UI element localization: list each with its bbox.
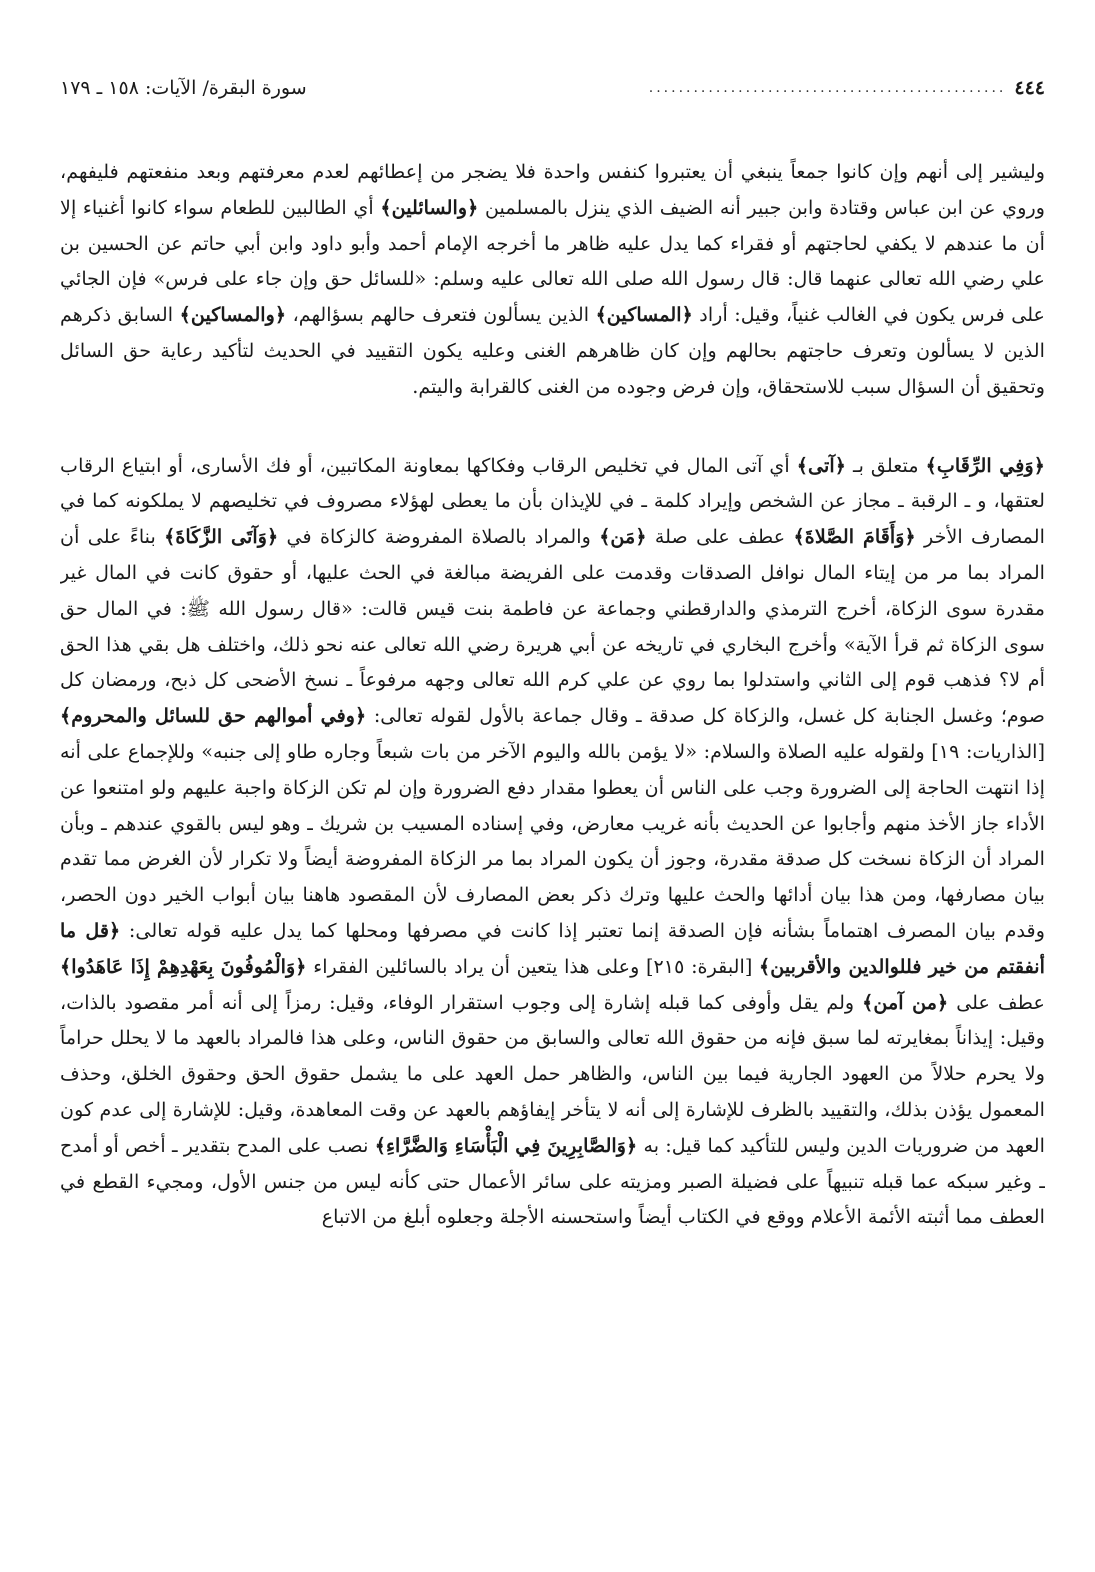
text-run: متعلق بـ xyxy=(852,453,919,477)
text-run: الذين يسألون فتعرف حالهم بسؤالهم، xyxy=(292,303,590,327)
quran-phrase: ﴿من آمن﴾ xyxy=(862,990,949,1014)
book-page xyxy=(60,68,1045,1548)
text-run: ولم يقل وأوفى كما قبله إشارة إلى وجوب استقرار الوفاء، وقيل: رمزاً إلى أنه أمر مقصود بالذات، وقيل: إيذاناً بمغايرته لما سبق فإنه من حقوق الله تعالى والسابق من حقوق الناس، وعلى هذا فالمراد بالعهد ما لا يحلل حراماً ولا يحرم حلالاً من العهود الجارية فيما بين الناس، والظاهر حمل العهد على ما يشمل حقوق الحق وحقوق الخلق، وحذف المعمول يؤذن بذلك، والتقييد بالظرف للإشارة إلى أنه لا يتأخر إيفاؤهم بالعهد عن وقت المعاهدة، وقيل: للإشارة إلى عدم كون العهد من ضروريات الدين وليس للتأكيد كما قيل: به xyxy=(60,990,1045,1157)
paragraph-1 xyxy=(60,154,1045,405)
quran-phrase: ﴿آتى﴾ xyxy=(796,453,846,477)
text-run: نصب على المدح بتقدير ـ أخص أو أمدح ـ وغير سبكه عما قبله تنبيهاً على فضيلة الصبر ومزيته على سائر الأعمال حتى كأنه ليس من جنس الأول، ومجيء القطع في العطف مما أثبته الأئمة الأعلام ووقع في الكتاب أيضاً واستحسنه الأجلة وجعلوه أبلغ من الاتباع xyxy=(60,1133,1045,1229)
quran-phrase: ﴿وَآتَى الزَّكَاةَ﴾ xyxy=(164,525,279,549)
quran-phrase: ﴿والسائلين﴾ xyxy=(380,195,479,219)
text-run: عطف على xyxy=(956,990,1045,1014)
quran-phrase: ﴿وَفِي الرِّقَابِ﴾ xyxy=(925,453,1045,477)
page-number: ٤٤٤ xyxy=(1014,77,1045,99)
quran-phrase: ﴿قل ما أنفقتم من خير فللوالدين والأقربين﴾ xyxy=(60,918,1045,978)
quran-phrase: ﴿المساكين﴾ xyxy=(595,303,693,327)
quran-phrase: ﴿مَن﴾ xyxy=(599,525,647,549)
header-leader-dots: ................................................ xyxy=(648,80,1007,96)
paragraph-2 xyxy=(60,448,1045,1236)
quran-phrase: ﴿وفي أموالهم حق للسائل والمحروم﴾ xyxy=(60,704,367,728)
text-run: أي الطالبين للطعام سواء كانوا أغنياء إلا أن ما عندهم لا يكفي لحاجتهم أو فقراء كما يدل عليه ظاهر ما أخرجه الإمام أحمد وأبو داود وابن أبي حاتم عن الحسين بن علي رضي الله تعالى عنهما قال: قال رسول الله صلى الله تعالى عليه وسلم: «للسائل حق وإن جاء على فرس» فإن الجائي على فرس يكون في الغالب غنياً، وقيل: أراد xyxy=(60,195,1045,327)
text-run: [البقرة: ٢١٥] وعلى هذا يتعين أن يراد بالسائلين الفقراء xyxy=(313,954,753,978)
text-run: وليشير إلى أنهم وإن كانوا جمعاً ينبغي أن يعتبروا كنفس واحدة فلا يضجر من إعطائهم لعدم معرفتهم وبعد منفعتهم فليفهم، وروي عن ابن عباس وقتادة وابن جبير أنه الضيف الذي ينزل بالمسلمين xyxy=(60,160,1045,219)
running-header xyxy=(60,68,1045,108)
quran-phrase: ﴿وَالصَّابِرِينَ فِي الْبَأْسَاءِ وَالضَّرَّاءِ﴾ xyxy=(374,1133,638,1157)
text-run: بناءً على أن المراد بما مر من إيتاء المال نوافل الصدقات وقدمت على الفريضة مبالغة في الحث عليها، أو حقوق كانت في المال غير مقدرة سوى الزكاة، أخرج الترمذي والدارقطني وجماعة عن فاطمة بنت قيس قالت: «قال رسول الله ﷺ: في المال حق سوى الزكاة ثم قرأ الآية» وأخرج البخاري في تاريخه عن أبي هريرة رضي الله تعالى عنه نحو ذلك، واختلف هل بقي هذا الحق أم لا؟ فذهب قوم إلى الثاني واستدلوا بما روي عن علي كرم الله تعالى وجهه مرفوعاً ـ نسخ الأضحى كل ذبح، ورمضان كل صوم؛ وغسل الجنابة كل غسل، والزكاة كل صدقة ـ وقال جماعة بالأول لقوله تعالى: xyxy=(60,525,1045,728)
text-run: السابق ذكرهم الذين لا يسألون وتعرف حاجتهم بحالهم وإن كان ظاهرهم الغنى وعليه يكون التقييد في الحديث لتأكيد رعاية حق السائل وتحقيق أن السؤال سبب للاستحقاق، وإن فرض وجوده من الغنى كالقرابة واليتم. xyxy=(60,303,1045,398)
quran-phrase: ﴿وَأَقَامَ الصَّلاةَ﴾ xyxy=(793,525,916,549)
text-run: والمراد بالصلاة المفروضة كالزكاة في xyxy=(286,525,591,549)
text-run: [الذاريات: ١٩] ولقوله عليه الصلاة والسلام: «لا يؤمن بالله واليوم الآخر من بات شبعاً وجاره طاو إلى جنبه» وللإجماع على أنه إذا انتهت الحاجة إلى الضرورة وجب على الناس أن يعطوا مقدار دفع الضرورة وإن لم تكن الزكاة واجبة عليهم ولو امتنعوا عن الأداء جاز الأخذ منهم وأجابوا عن الحديث بأنه غريب معارض، وفي إسناده المسيب بن شريك ـ وهو ليس بالقوي عندهم ـ وبأن المراد أن الزكاة نسخت كل صدقة مقدرة، وجوز أن يكون المراد بما مر الزكاة المفروضة أيضاً ولا تكرار لأن الغرض مما تقدم بيان مصارفها، ومن هذا بيان أدائها والحث عليها وترك ذكر بعض المصارف لأن المقصود هاهنا بيان أبواب الخير دون الحصر، وقدم بيان المصرف اهتماماً بشأنه فإن الصدقة إنما تعتبر إذا كانت في مصرفها ومحلها كما يدل عليه قوله تعالى: xyxy=(60,739,1045,942)
quran-phrase: ﴿وَالْمُوفُونَ بِعَهْدِهِمْ إِذَا عَاهَدُوا﴾ xyxy=(60,954,307,978)
quran-phrase: ﴿والمساكين﴾ xyxy=(179,303,287,327)
header-title: سورة البقرة/ الآيات: ١٥٨ ـ ١٧٩ xyxy=(60,77,307,99)
text-run: أي آتى المال في تخليص الرقاب وفكاكها بمعاونة المكاتبين، أو فك الأسارى، أو ابتياع الرقاب لعتقها، و ـ الرقبة ـ مجاز عن الشخص وإيراد كلمة ـ في للإيذان بأن ما يعطى لهؤلاء مصروف في تخليصهم لا يملكونه كما في المصارف الأخر xyxy=(60,453,1045,549)
text-run: عطف على صلة xyxy=(654,525,786,549)
